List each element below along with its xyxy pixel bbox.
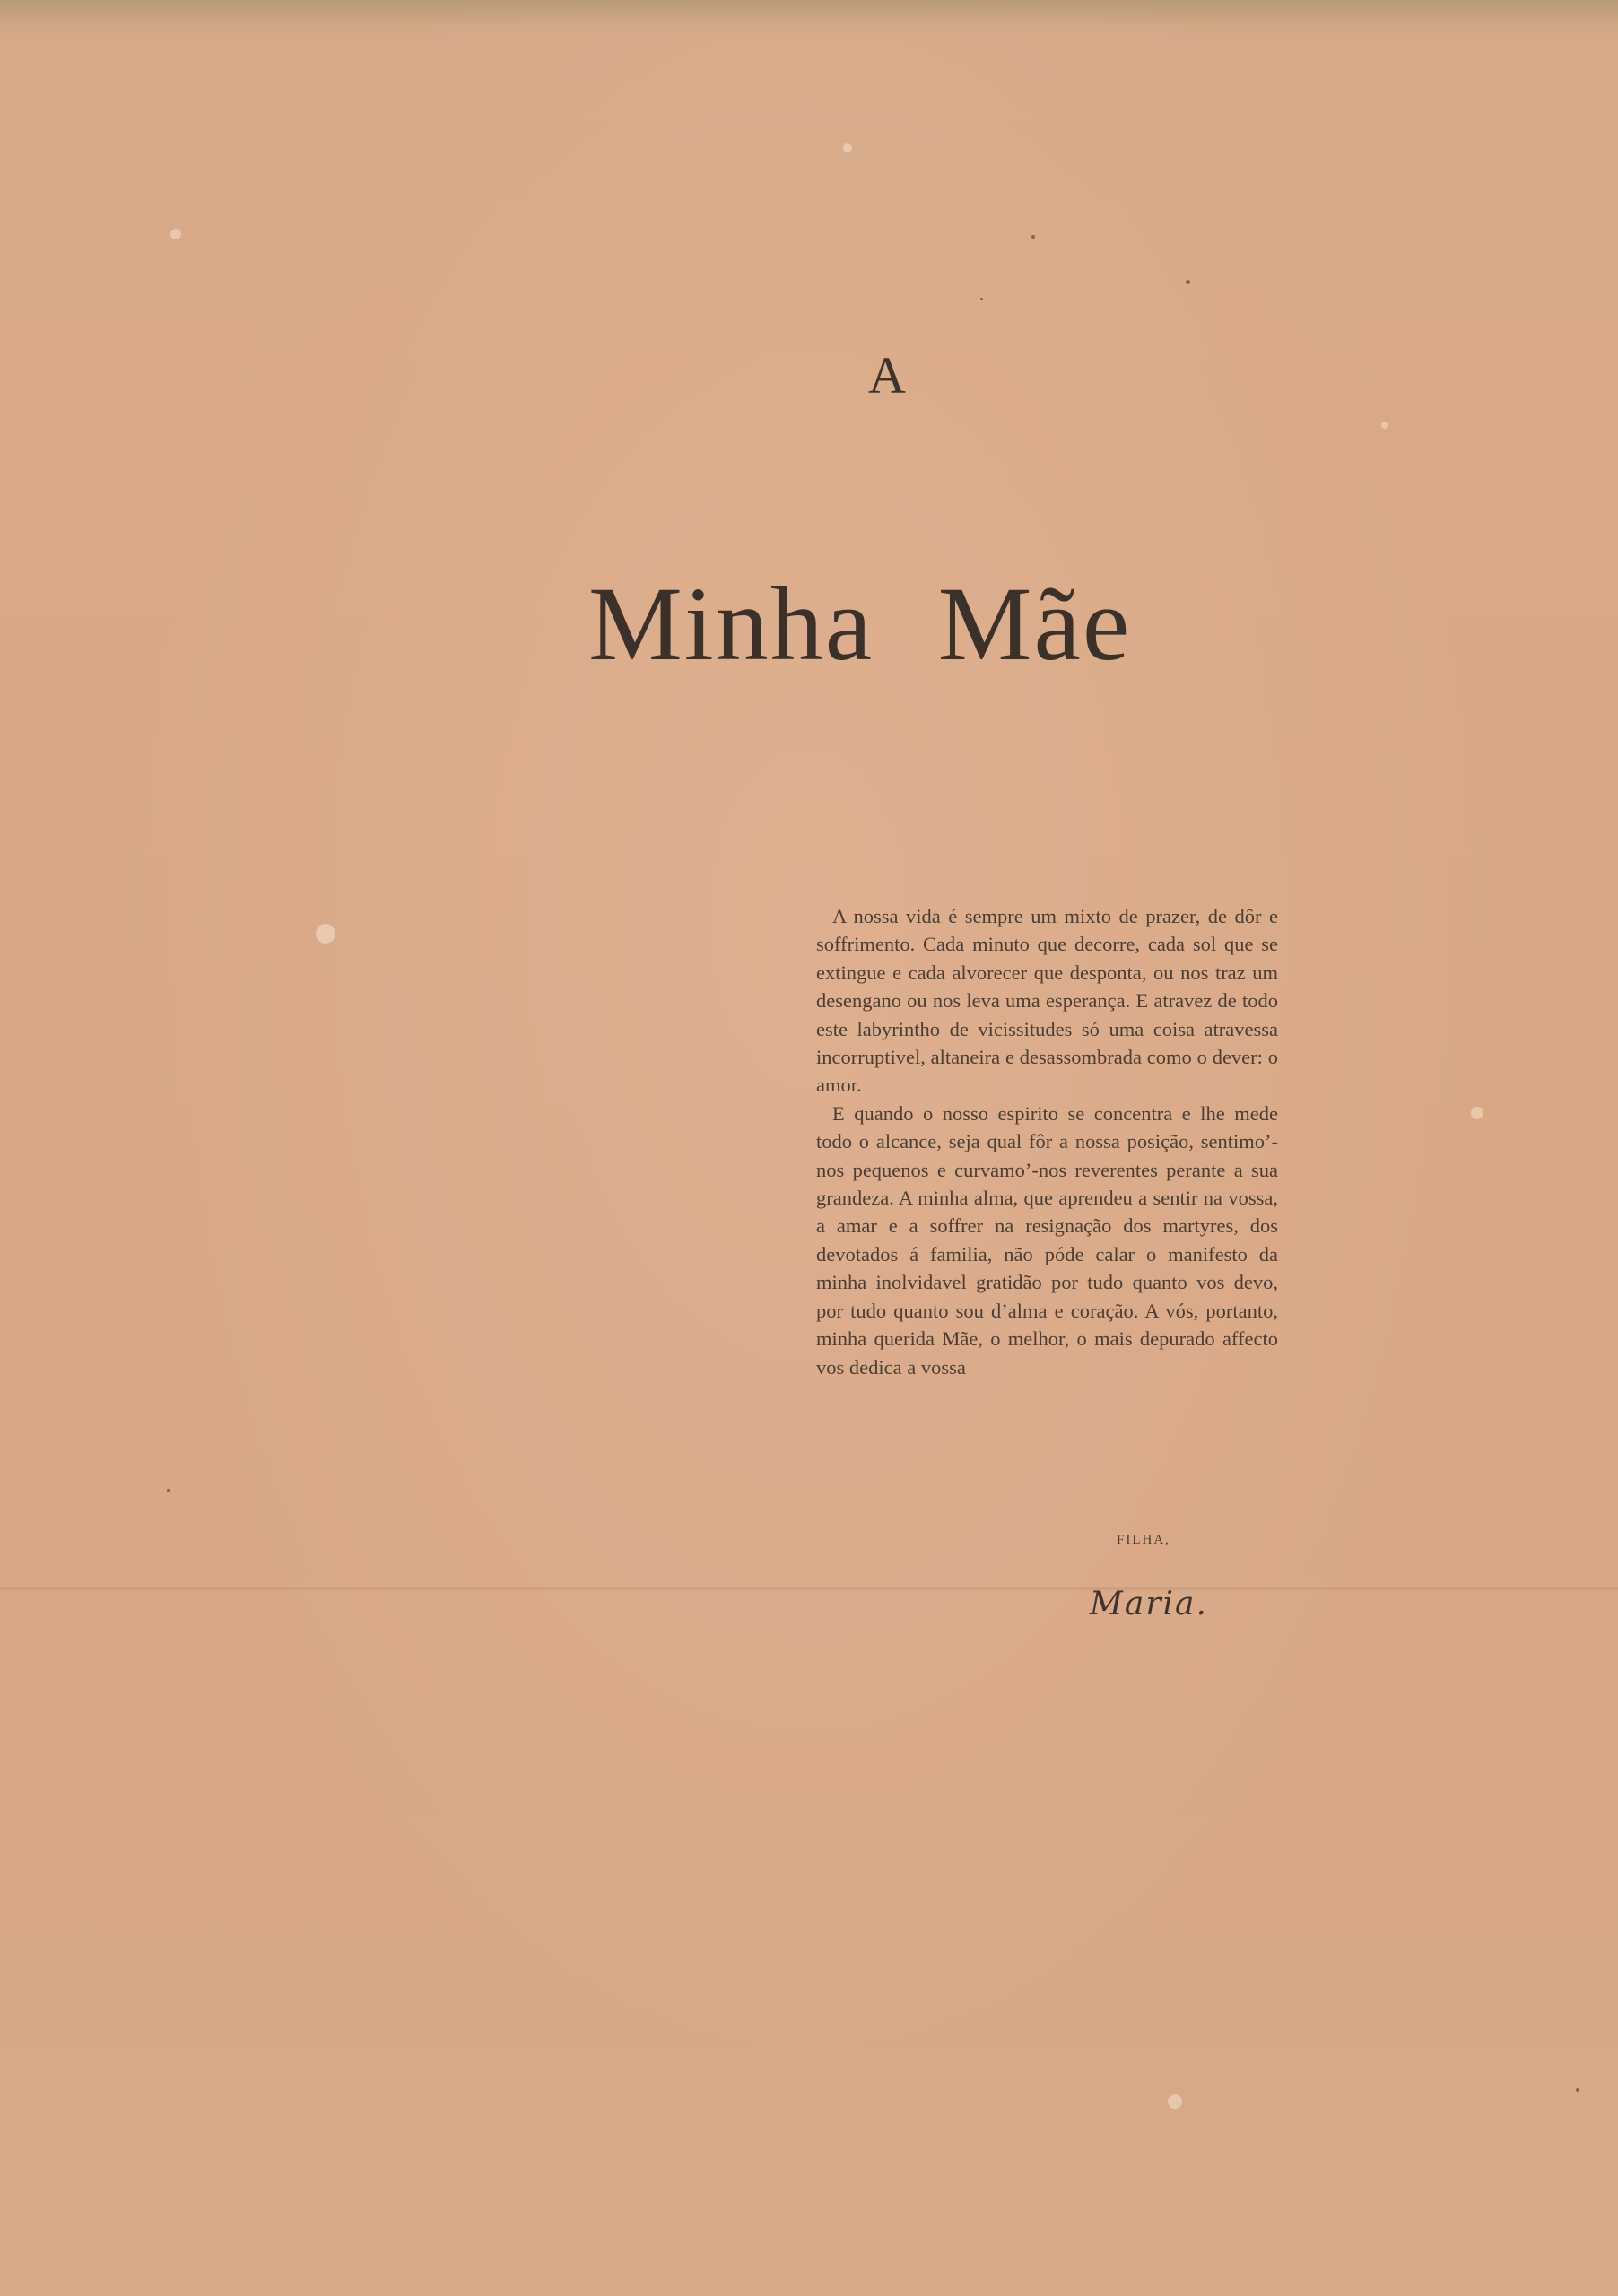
- closing-word: FILHA,: [1117, 1533, 1170, 1547]
- body-paragraph-2: E quando o nosso espirito se concentra e lhe mede todo o alcance, seja qual fôr a nossa posição, sentimo’-nos pequenos e curvamo’-nos reverentes perante a sua grandeza. A minha alma, que aprendeu a sentir na vossa, a amar e a soffrer na resignação dos martyres, dos devotados á familia, não póde calar o manifesto da minha inolvidavel gratidão por tudo quanto vos devo, por tudo quanto sou d’alma e coração. A vós, portanto, minha querida Mãe, o melhor, o mais depurado affecto vos dedica a vossa: [816, 1101, 1278, 1378]
- paper-blemish: [980, 298, 983, 300]
- paper-speck: [843, 144, 852, 152]
- body-paragraph-1: A nossa vida é sempre um mixto de prazer, de dôr e soffrimento. Cada minuto que decorre, cada sol que se extingue e cada alvorecer que desponta, ou nos traz um desengano ou nos leva uma esperança. E atravez de todo este labyrintho de vicissitudes só uma coisa atravessa incorruptivel, altaneira e desassombrada como o dever: o amor.: [816, 905, 1278, 1097]
- paper-speck: [170, 229, 181, 239]
- page-fold-line: [0, 1587, 1618, 1590]
- paper-blemish: [1576, 2088, 1579, 2092]
- paper-blemish: [1186, 280, 1190, 284]
- paper-blemish: [167, 1489, 170, 1492]
- page-top-edge: [0, 0, 1618, 25]
- signature: Maria.: [1090, 1586, 1208, 1622]
- dedication-body: [816, 902, 1278, 1381]
- paper-speck: [1168, 2094, 1182, 2109]
- paper-speck: [316, 924, 335, 944]
- paper-speck: [1471, 1107, 1483, 1119]
- paper-speck: [1381, 422, 1388, 429]
- paper-blemish: [1031, 235, 1035, 239]
- dedication-heading-a: A: [868, 346, 908, 404]
- dedication-title: Minha Mãe: [588, 565, 1132, 683]
